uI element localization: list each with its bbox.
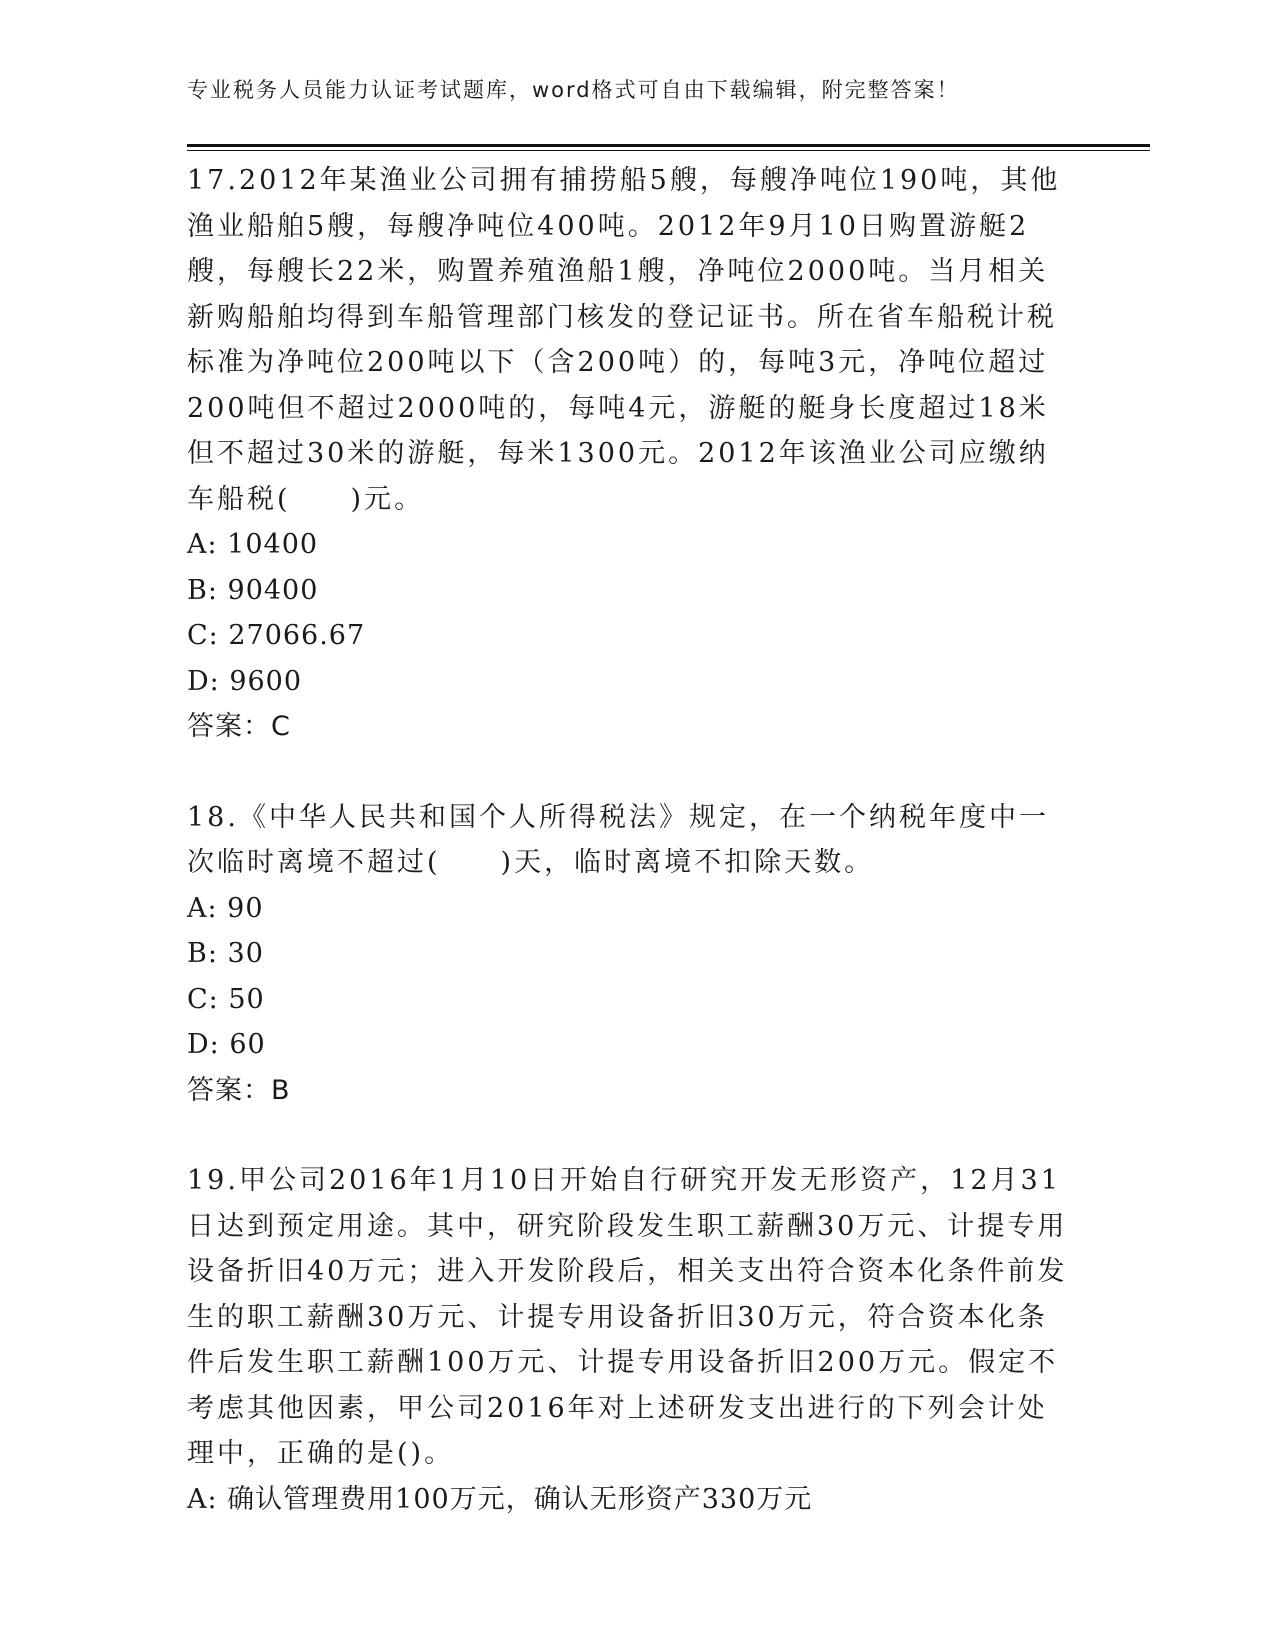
page-header: 专业税务人员能力认证考试题库，word格式可自由下载编辑，附完整答案！ <box>187 78 960 102</box>
option-b: B: 30 <box>187 938 264 969</box>
option-c: C: 27066.67 <box>187 620 366 651</box>
question-list <box>187 158 1077 1522</box>
option-d: D: 60 <box>187 1029 266 1060</box>
option-b: B: 90400 <box>187 574 319 606</box>
header-divider-thick <box>187 144 1150 147</box>
question-18 <box>187 795 1077 1114</box>
header-divider-thin <box>187 150 1150 151</box>
question-17 <box>187 158 1077 750</box>
option-c: C: 50 <box>187 983 265 1015</box>
answer: 答案：C <box>187 711 291 742</box>
question-19 <box>187 1158 1077 1522</box>
spacer <box>187 1113 1077 1158</box>
option-a: A: 90 <box>187 892 264 924</box>
option-d: D: 9600 <box>187 665 303 697</box>
answer: 答案：B <box>187 1074 291 1106</box>
question-text: 19.甲公司2016年1月10日开始自行研究开发无形资产，12月31日达到预定用途。其中，研究阶段发生职工薪酬30万元、计提专用设备折旧40万元；进入开发阶段后，相关支出符合资本化条件前发生的职工薪酬30万元、计提专用设备折旧30万元，符合资本化条件后发生职工薪酬100万元、计提专用设备折旧200万元。假定不考虑其他因素，甲公司2016年对上述研发支出进行的下列会计处理中，正确的是()。 <box>187 1165 1068 1469</box>
option-a: A: 确认管理费用100万元，确认无形资产330万元 <box>187 1483 813 1515</box>
question-text: 18.《中华人民共和国个人所得税法》规定，在一个纳税年度中一次临时离境不超过( )天，临时离境不扣除天数。 <box>187 801 1049 878</box>
spacer <box>187 750 1077 795</box>
question-text: 17.2012年某渔业公司拥有捕捞船5艘，每艘净吨位190吨，其他渔业船舶5艘，每艘净吨位400吨。2012年9月10日购置游艇2艘，每艘长22米，购置养殖渔船1艘，净吨位2000吨。当月相关新购船舶均得到车船管理部门核发的登记证书。所在省车船税计税标准为净吨位200吨以下（含200吨）的，每吨3元，净吨位超过200吨但不超过2000吨的，每吨4元，游艇的艇身长度超过18米但不超过30米的游艇，每米1300元。2012年该渔业公司应缴纳车船税( )元。 <box>187 165 1061 515</box>
option-a: A: 10400 <box>187 529 319 560</box>
